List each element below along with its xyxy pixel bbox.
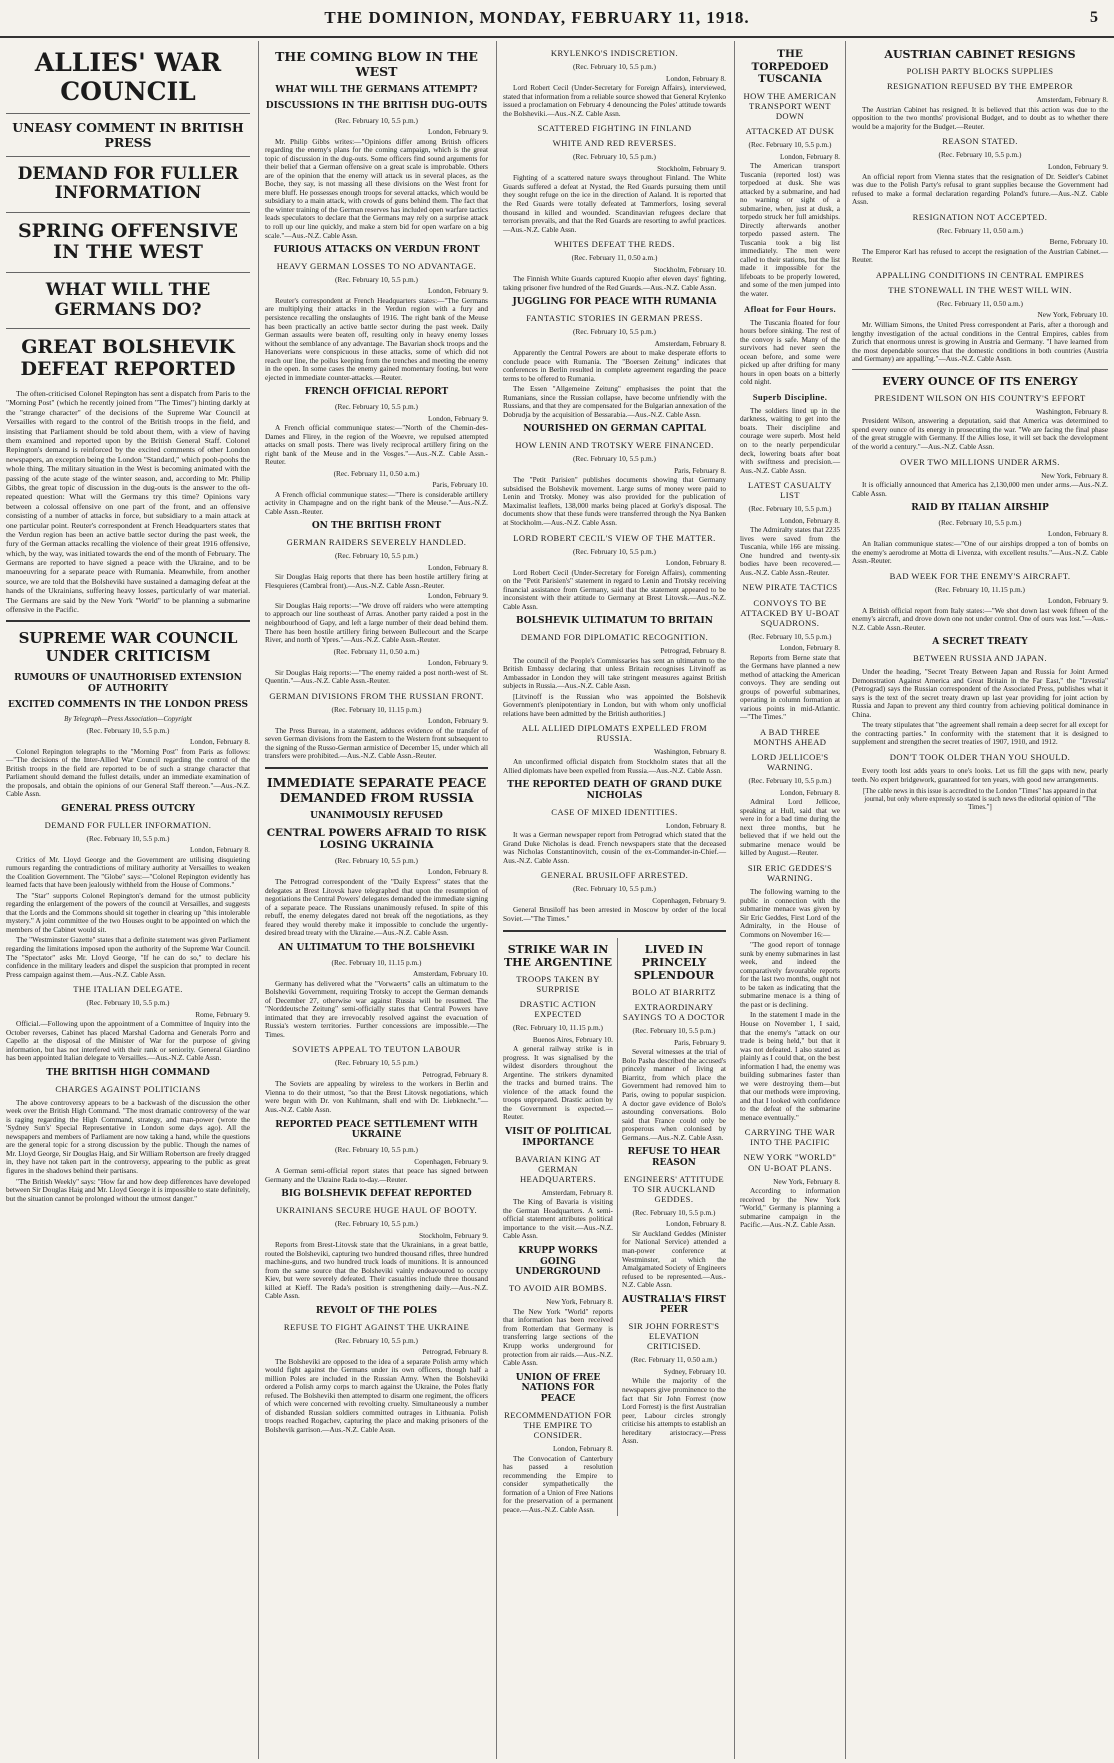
dateline: Washington, February 8.	[1036, 406, 1108, 416]
paragraph: Sir Douglas Haig reports that there has been hostile artillery firing at Flesquieres (Cambrai front).—Aus.-N.Z. Cable Assn.-Reuter.	[265, 572, 488, 590]
dateline: London, February 8.	[666, 73, 726, 83]
dateline: Amsterdam, February 8.	[654, 338, 726, 348]
dateline: Sydney, February 10.	[663, 1366, 726, 1376]
subheadline: DEMAND FOR FULLER INFORMATION.	[44, 819, 212, 830]
dateline: Stockholm, February 10.	[653, 264, 726, 274]
received-time: (Rec. February 10, 5.5 p.m.)	[335, 115, 418, 125]
subheadline: DRASTIC ACTION EXPECTED	[519, 999, 597, 1020]
subheadline: HEAVY GERMAN LOSSES TO NO ADVANTAGE.	[276, 260, 477, 271]
dateline: London, February 8.	[190, 737, 250, 747]
paragraph: The New York "World" reports that information has been received from Rotterdam that Germany is transferring large sections of the Krupp works underground for protection from air raids.—Aus.-N.Z. Cable Assn.	[503, 1306, 613, 1368]
dateline: New York, February 8.	[773, 1176, 840, 1186]
headline: VISIT OF POLITICAL IMPORTANCE	[505, 1126, 611, 1148]
subheadline: SIR JOHN FORREST'S ELEVATION CRITICISED.	[628, 1321, 720, 1352]
headline: AUSTRALIA'S FIRST PEER	[622, 1294, 726, 1316]
paragraph: The Emperor Karl has refused to accept the resignation of the Austrian Cabinet.—Reuter.	[852, 246, 1108, 265]
received-time: (Rec. February 10, 5.5 p.m.)	[335, 551, 418, 561]
received-time: (Rec. February 10, 5.5 p.m.)	[86, 725, 170, 735]
headline: BIG BOLSHEVIK DEFEAT REPORTED	[281, 1189, 472, 1200]
subheading: Afloat for Four Hours.	[743, 303, 837, 314]
subheading: Superb Discipline.	[752, 391, 828, 402]
paragraph: Reports from Brest-Litovsk state that the Ukrainians, in a great battle, routed the Bolsheviki, capturing two hundred thousand rifles, three hundred machine-guns, and two hundred truck loads of munitions. It is announced from the same source that the Bolsheviki vainly endeavoured to occupy Kiev, but were severely defeated. Their casualties include three thousand killed at Kieff. The Rada's position is strengthening daily.—Aus.-N.Z. Cable Assn.	[265, 1240, 488, 1301]
argentine-section	[503, 938, 613, 1517]
paragraph: Critics of Mr. Lloyd George and the Government are utilising disquieting rumours regarding the contradictions of military authority at Versailles to weaken the Coalition Government. The "Globe" says:—"Colonel Repington evidently has learned facts that have been jealously withheld from the House of Commons."	[6, 854, 250, 890]
paragraph: An unconfirmed official dispatch from Stockholm states that all the Allied diplomats have been expelled from Russia.—Aus.-N.Z. Cable Assn.	[503, 757, 726, 775]
dateline: London, February 8.	[1048, 529, 1108, 539]
subheadline: TROOPS TAKEN BY SURPRISE	[516, 973, 600, 994]
paragraph: The Admiralty states that 2235 lives were saved from the Tuscania, while 166 are missing. One hundred and twenty-six bodies have been recovered.—Aus.-N.Z. Cable Assn.-Reuter.	[740, 525, 840, 577]
subheadline: UNANIMOUSLY REFUSED	[310, 810, 443, 821]
headline: NEW PIRATE TACTICS	[742, 582, 838, 593]
column-4	[735, 41, 845, 1759]
paragraph: Under the heading, "Secret Treaty Between Japan and Russia for Joint Armed Demonstration Against America and Great Britain in the Far East," the "Izvestia" (Petrograd) says the Russian correspondent of the Associated Press, publishes what it says is the text of the secret treaty drawn up last year providing for joint action by Russia and Japan to prevent any third country from achieving political dominance in China.	[852, 667, 1108, 719]
subheadline: RUMOURS OF UNAUTHORISED EXTENSION OF AUTHORITY	[14, 672, 242, 694]
masthead	[0, 0, 1114, 38]
headline: REVOLT OF THE POLES	[315, 1305, 438, 1316]
headline: JUGGLING FOR PEACE WITH RUMANIA	[512, 297, 717, 308]
subheadline: TO AVOID AIR BOMBS.	[508, 1283, 607, 1294]
dateline: London, February 8.	[780, 151, 840, 161]
dateline: Buenos Aires, February 10.	[532, 1034, 613, 1044]
newspaper-title: THE DOMINION, MONDAY, FEBRUARY 11, 1918.	[324, 8, 750, 27]
paragraph: A British official report from Italy states:—"We shot down last week fifteen of the enemy's aircraft, and drove down one not under control. One of ours was lost."—Aus.-N.Z. Cable Assn.-Reuter.	[852, 605, 1108, 632]
headline: THE ITALIAN DELEGATE.	[73, 984, 183, 995]
paragraph: It was a German newspaper report from Petrograd which stated that the Grand Duke Nicholas is dead. French newspapers state that the deceased was Nicholas Constantinovitch, cousin of the ex-Commander-in-Chief.—Aus.-N.Z. Cable Assn.	[503, 830, 726, 865]
dateline: New York, February 8.	[1041, 470, 1108, 480]
headline: GERMAN DIVISIONS FROM THE RUSSIAN FRONT.	[269, 690, 484, 701]
dateline: Petrograd, February 8.	[422, 1347, 488, 1357]
headline: KRYLENKO'S INDISCRETION.	[550, 48, 679, 58]
subheadline: UKRAINIANS SECURE HUGE HAUL OF BOOTY.	[275, 1205, 477, 1216]
headline: DEMAND FOR FULLER INFORMATION	[17, 163, 239, 204]
received-time: (Rec. February 10, 5.5 p.m.)	[632, 1026, 716, 1036]
headline: RAID BY ITALIAN AIRSHIP	[911, 503, 1049, 514]
paragraph: Mr. Philip Gibbs writes:—"Opinions differ among British officers regarding the enemy's plans for the coming campaign, which is the great topic of discussion in the dug-outs. Some officers find sound arguments for their belief that a German offensive on a great scale is improbable. Others are of the opinion that the enemy will attack us in several places, as the Boche, they say, is not massing all these divisions on the West front for mere bluff. He possesses enough troops for several attacks, which would be subsidiary to a main attack, with crowds of guns behind them. The fact that the winter training of the German reserves has included open warfare tactics leads speculators to declare that the Germans may rely on a surprise attack to roll up our line quickly, and make a stern bid for open warfare on a big scale."—Aus.-N.Z. Cable Assn.	[265, 136, 488, 240]
dateline: London, February 9.	[428, 716, 488, 726]
subheadline: EXTRAORDINARY SAYINGS TO A DOCTOR	[622, 1002, 726, 1023]
paragraph: Several witnesses at the trial of Bolo Pasha described the accused's princely manner of living at Biarritz, from which place the Government had removed him to Paris, owing to popular suspicion. A doctor gave evidence of Bolo's astounding conversations. Bolo said that France could only be prosperous when colonised by Germans.—Aus.-N.Z. Cable Assn.	[621, 1047, 726, 1142]
received-time: (Rec. February 11, 0.50 a.m.)	[937, 225, 1023, 235]
subheadline: RESIGNATION REFUSED BY THE EMPEROR	[887, 81, 1073, 92]
dateline: London, February 9.	[428, 658, 488, 668]
page-number: 5	[1090, 9, 1098, 26]
headline: THE TORPEDOED TUSCANIA	[751, 48, 829, 86]
paragraph: Colonel Repington telegraphs to the "Morning Post" from Paris as follows:—"The decisions of the Inter-Allied War Council regarding the control of the British troops in the field are reported to be of such a strange character that Parliament should demand the fullest details, under an immediate examination of the proposals, and obtain the opinions of our General Staff thereon."—Aus.-N.Z. Cable Assn.	[6, 746, 250, 799]
paragraph: The Austrian Cabinet has resigned. It is believed that this action was due to the opposition to the two months' provisional Budget, and to doubt as to whether there would be a majority for the Budget.—Reuter.	[852, 104, 1108, 131]
paragraph: The "Star" supports Colonel Repington's demand for the utmost publicity regarding the enlargement of the powers of the council at Versailles, and suggests that the Lords and the Commons should sit together in clearing up "this intolerable mystery." A joint committee of the two Houses ought to be appointed on which the members of the Cabinet would sit.	[6, 890, 250, 934]
subheadline: BETWEEN RUSSIA AND JAPAN.	[913, 653, 1047, 664]
headline: SUPREME WAR COUNCIL UNDER CRITICISM	[18, 629, 238, 665]
dateline: London, February 9.	[428, 591, 488, 601]
received-time: (Rec. February 10, 5.5 p.m.)	[335, 1145, 418, 1155]
dateline: Amsterdam, February 8.	[1036, 95, 1108, 105]
headline: UNION OF FREE NATIONS FOR PEACE	[515, 1372, 601, 1405]
subheadline: WHITE AND RED REVERSES.	[552, 138, 677, 149]
received-time: (Rec. February 11, 0.50 a.m.)	[333, 646, 420, 656]
dateline: London, February 9.	[428, 286, 488, 296]
paragraph: The above controversy appears to be a backwash of the discussion the other week over the British High Command. "The most dramatic controversy of the war is raging regarding the High Command, strategy, and man-power (wrote the 'Sydney Sun's' Special Representative in London some days ago). All the newspapers and members of Parliament are now taking a hand, while the questions are the general topic for a strong discussion by the public. Though the names of Mr. Lloyd George, Sir Douglas Haig, and Sir William Robertson are freely dragged in, they have not taken part in the controversy, appearing to the public as great figures in the shadows behind their partisans.	[6, 1097, 250, 1175]
dateline: Amsterdam, February 10.	[413, 969, 488, 979]
subheadline: FANTASTIC STORIES IN GERMAN PRESS.	[526, 313, 703, 324]
paragraph: The soldiers lined up in the darkness, waiting to get into the boats. Their discipline and courage were superb. Most held on to the nearly perpendicular deck, lowering boats after boat with swiftness and precision.—Aus.-N.Z. Cable Assn.	[740, 405, 840, 475]
dateline: London, February 9.	[1048, 161, 1108, 171]
headline: BAD WEEK FOR THE ENEMY'S AIRCRAFT.	[889, 570, 1071, 581]
received-time: (Rec. February 10, 11.15 p.m.)	[331, 704, 422, 714]
headline: WHITES DEFEAT THE REDS.	[554, 239, 675, 250]
paragraph: The Essen "Allgemeine Zeitung" emphasises the point that the Rumanians, since the Russian collapse, have become unfriendly with the Russians, and that they are compensated for the Bulgarian annexation of the Dobrudja by the acquisition of Bessarabia.—Aus.-N.Z. Cable Assn.	[503, 384, 726, 419]
dateline: Stockholm, February 9.	[657, 163, 726, 173]
paragraph: The "Westminster Gazette" states that a definite statement was given Parliament regarding the limitations imposed upon the authority of the Supreme War Council. The "Spectator" asks Mr. Lloyd George, "If he can do so," to declare his confidence in the military leaders and dispel the suspicion that prompted in recent Press campaign against them.—Aus.-N.Z. Cable Assn.	[6, 935, 250, 979]
headline: GENERAL BRUSILOFF ARRESTED.	[540, 870, 689, 881]
paragraph: The "Petit Parisien" publishes documents showing that Germany subsidised the Bolshevik movement. Large sums of money were paid to Lenin and Trotsky. Money was also provided for the publication of Maximalist leaflets, 138,000 marks being placed at Gorky's disposal. The documents show that these funds were transferred through the Nya Banken at Stockholm.—Aus.-N.Z. Cable Assn.	[503, 475, 726, 527]
dateline: New York, February 10.	[1037, 310, 1108, 320]
paragraph: The Soviets are appealing by wireless to the workers in Berlin and Vienna to do their utmost, "so that the Brest Litovsk negotiations, which were begun with Dr. von Kuhlmann, shall end with Dr. Liebknecht."—Aus.-N.Z. Cable Assn.	[265, 1079, 488, 1114]
dateline: Washington, February 8.	[654, 747, 726, 757]
received-time: (Rec. February 10, 5.5 p.m.)	[748, 139, 832, 149]
paragraph: The American transport Tuscania (reported lost) was torpedoed at dusk. She was attacked by a submarine, and had no warning or sight of a submarine, when, just at dusk, a torpedo struck her full amidships. Directly afterwards another torpedo passed astern. The Tuscania took a big list immediately. The men were called to their stations, but the list made it impossible for the lifeboats to be properly lowered, and some of the men jumped into the water.	[740, 161, 840, 298]
headline: IMMEDIATE SEPARATE PEACE DEMANDED FROM RUSSIA	[266, 774, 487, 805]
subheadline: CENTRAL POWERS AFRAID TO RISK LOSING UKRAINIA	[266, 826, 487, 852]
dateline: London, February 8.	[780, 643, 840, 653]
dateline: London, February 8.	[666, 558, 726, 568]
paragraph: Sir Auckland Geddes (Minister for National Service) attended a man-power conference at Westminster, at which the Amalgamated Society of Engineers refused to be represented.—Aus.-N.Z. Cable Assn.	[621, 1228, 726, 1290]
received-time: (Rec. February 10, 5.5 p.m.)	[748, 504, 832, 514]
headline: BOLSHEVIK ULTIMATUM TO BRITAIN	[516, 616, 713, 627]
paragraph: Germany has delivered what the "Vorwaerts" calls an ultimatum to the Bolsheviki Government, requiring Trotsky to accept the German demands of December 27, otherwise war against Russia will be resumed. The "Norddeutsche Zeitung" semi-officially states that Central Powers have intimated that they are irrevocably resolved against the evacuation of Russia's western territories. Further concessions are impossible.—The Times.	[265, 978, 488, 1039]
paragraph: President Wilson, answering a deputation, said that America was determined to spend every ounce of its energy in prosecuting the war. "We are facing the final phase of the great struggle with Germany. If the Allies lose, it will set back the development of the world a century."—Aus.-N.Z. Cable Assn.	[852, 416, 1108, 451]
paragraph: A general railway strike is in progress. It was signalised by the wildest disorders throughout the Argentine. The strikers dynamited the tracks and burned trains. The violence of the attack found the troops unprepared. Drastic action by the Government is expected.—Reuter.	[503, 1044, 613, 1122]
paragraph: Sir Douglas Haig reports:—"We drove off raiders who were attempting to approach our line southeast of Arras. Another party raided a post in the neighbourhood of Gapy, and left a large number of their dead behind them. There has been hostile artillery firing between Bullecourt and the Scarpe River, and north of Ypres."—Aus.-N.Z. Cable Assn.-Reuter.	[265, 600, 488, 645]
subheadline: CONVOYS TO BE ATTACKED BY U-BOAT SQUADRONS.	[740, 597, 840, 628]
dateline: London, February 8.	[780, 515, 840, 525]
lead-article	[6, 389, 250, 614]
paragraph: "The British Weekly" says: "How far and how deep differences have developed between Sir Douglas Haig and Mr. Lloyd George it is impossible to state definitely, but the situation cannot be prolonged without the utmost danger."	[6, 1176, 250, 1203]
received-time: (Rec. February 10, 11.15 p.m.)	[513, 1023, 603, 1033]
dateline: London, February 8.	[780, 787, 840, 797]
paragraph: Lord Robert Cecil (Under-Secretary for Foreign Affairs), commenting on the "Petit Parisien's" statement in regard to Lenin and Trotsky receiving financial assistance from Germany, said that the statement appeared to be inconsistent with their attitude to Germany at Brest Litovsk.—Aus.-N.Z. Cable Assn.	[503, 567, 726, 611]
paragraph: In the statement I made in the House on November 1, I said, that the enemy's "attack on our trade is being held," but that it was not defeated. I also stated as plainly as I could that, on the best information I had, the enemy was building submarines faster than we were destroying them—but that our methods were improving, and that I looked with confidence to the defeat of the submarine menace eventually."	[740, 1010, 840, 1122]
headline: WHAT WILL THE GERMANS DO?	[45, 280, 211, 320]
paragraph: Admiral Lord Jellicoe, speaking at Hull, said that we were in for a bad time during the next three months, but he believed that if we held out the submarine menace would be killed by August.—Reuter.	[740, 797, 840, 858]
received-time: (Rec. February 11, 0.50 a.m.)	[333, 468, 420, 478]
headline: FRENCH OFFICIAL REPORT	[304, 387, 449, 398]
paragraph: The often-criticised Colonel Repington has sent a dispatch from Paris to the "Morning Post" (which he recently joined from "The Times") hinting darkly at the "strange character" of the decisions of the Supreme War Council at Versailles with regard to the control of the British troops in the field, and insisting that Parliament should be told about them, with a view of having them examined and reported upon by the British General Staff. Colonel Repington's demand is reinforced by the excited comments of other London newspapers, an exception being the London "Standard," which pooh-poohs the whole thing. The military situation in the West is becoming animated with the passing of the acute stage of the winter season, and, according to Mr. Philip Gibbs, the great topic of discussion in the dug-outs is the answer to the oft-repeated question: What will the Germans try this time? Opinions vary between a colossal offensive on one part of the front, and an offensive consisting of a number of attacks in force, but subsidiary to a main attack at one particular point. Reuter's correspondent at French Headquarters states that the Verdun region has been an active battle sector during the past week, the fury of the German attacks recalling the violence of their great 1916 offensive, which, by the way, was initiated towards the end of the month of February. The Germans are reported to have signed a peace with the Ukraine, and to be manoeuvring for a separate peace with Rumania. Meanwhile, from another source, we are told that the Bolsheviki have sustained a damaging defeat at the hands of the Ukrainians, suffering heavy losses, particularly of war material. The Germans are said by the New York "World" to be planning a submarine offensive in the Pacific.	[6, 389, 250, 615]
paragraph: Sir Douglas Haig reports:—"The enemy raided a post north-west of St. Quentin."—Aus.-N.Z. Cable Assn.-Reuter.	[265, 667, 488, 686]
headline: ALL ALLIED DIPLOMATS EXPELLED FROM RUSSIA.	[521, 723, 708, 744]
advertisement-headline: DON'T TOOK OLDER THAN YOU SHOULD.	[889, 751, 1071, 762]
dateline: Stockholm, February 9.	[419, 1230, 488, 1240]
columns-4-5	[734, 41, 1114, 1759]
dateline: Petrograd, February 8.	[660, 646, 726, 656]
subheadline: BAVARIAN KING AT GERMAN HEADQUARTERS.	[515, 1153, 601, 1184]
paragraph: The Press Bureau, in a statement, adduces evidence of the transfer of seven German divisions from the Eastern to the Western front subsequent to the signing of the Russo-German armistice of December 15, under which all transfers were prohibited.—Aus.-N.Z. Cable Assn.-Reuter.	[265, 725, 488, 761]
headline: RESIGNATION NOT ACCEPTED.	[912, 211, 1048, 222]
paragraph: The treaty stipulates that "the agreement shall remain a deep secret for all except for the contracting parties." In conformity with the statement that it is designed to supplement and strengthen the secret treaties of 1907, 1910, and 1912.	[852, 720, 1108, 747]
headline: KRUPP WORKS GOING UNDERGROUND	[515, 1245, 601, 1278]
paragraph: The Petrograd correspondent of the "Daily Express" states that the delegates at Brest Litovsk have telegraphed that upon the resumption of negotiations the Central Powers' delegates demanded the immediate signing of a separate peace. The Russians unanimously refused. In spite of this rebuff, the enemy delegates dared not break off the negotiations, as they feared they would thereby make it impossible to conclude the urgently-desired bread treaty with the Ukraine.—Aus.-N.Z. Cable Assn.	[265, 876, 488, 938]
paragraph: The council of the People's Commissaries has sent an ultimatum to the British Embassy declaring that unless Britain recognises Litvinoff as Ambassador in London they will take stringent measures against British subjects in Russia.—Aus.-N.Z. Cable Assn.	[503, 655, 726, 691]
main-headline: ALLIES' WAR COUNCIL	[34, 48, 222, 106]
headline: OVER TWO MILLIONS UNDER ARMS.	[900, 456, 1060, 467]
paragraph: "The good report of tonnage sunk by enemy submarines in last week, and indeed the comparatively favourable reports for the last two months, ought not to be taken as indicating that the submarine menace is a thing of the past or is declining.	[740, 940, 840, 1009]
received-time: (Rec. February 11, 0.50 a.m.)	[571, 253, 658, 263]
received-time: (Rec. February 10, 5.5 p.m.)	[573, 152, 656, 162]
headline: SOVIETS APPEAL TO TEUTON LABOUR	[292, 1044, 461, 1055]
subheadline: WHAT WILL THE GERMANS ATTEMPT?	[275, 85, 478, 95]
paragraph: Official.—Following upon the appointment of a Committee of Inquiry into the October reverses, Cabinet has placed Marshal Cadorna and Generals Porro and Capello at the disposal of the Minister of War for the purpose of giving information, but has not interfered with their rank or seniority. General Giardino has been appointed Italian delegate to Versailles.—Aus.-N.Z. Cable Assn.	[6, 1019, 250, 1063]
dateline: London, February 9.	[428, 127, 488, 137]
dateline: London, February 8.	[666, 1219, 726, 1229]
headline: LATEST CASUALTY LIST	[747, 480, 833, 501]
column-2	[258, 41, 494, 1759]
dateline: London, February 8.	[190, 845, 250, 855]
headline: UNEASY COMMENT IN BRITISH PRESS	[12, 119, 244, 150]
headline: SCATTERED FIGHTING IN FINLAND	[537, 123, 692, 134]
received-time: (Rec. February 10, 5.5 p.m.)	[573, 546, 656, 556]
dateline: London, February 8.	[428, 562, 488, 572]
dateline: Berne, February 10.	[1049, 237, 1108, 247]
subheadline: BOLO AT BIARRITZ	[632, 987, 716, 998]
subheadline: CHARGES AGAINST POLITICIANS	[55, 1083, 201, 1094]
received-time: (Rec. February 10, 5.5 p.m.)	[748, 631, 832, 641]
paragraph: Fighting of a scattered nature sways throughout Finland. The White Guards suffered a defeat at Nystad, the Red Guards pursuing them until they sought refuge on the ice in the direction of Aaland. It is reported that the Red Guards were totally defeated at Tammerfors, losing several thousand in killed and wounded. Scandinavian refugees declare that terrorism prevails, and that the Red Guards are resorting to awful practices.—Aus.-N.Z. Cable Assn.	[503, 173, 726, 234]
headline: THE COMING BLOW IN THE WEST	[275, 49, 478, 79]
column-3	[496, 41, 732, 1759]
subheadline: GERMAN RAIDERS SEVERELY HANDLED.	[286, 537, 467, 548]
received-time: (Rec. February 11, 0.50 a.m.)	[631, 1355, 717, 1365]
received-time: (Rec. February 10, 11.15 p.m.)	[935, 584, 1025, 594]
paragraph: Mr. William Simons, the United Press correspondent at Paris, after a thorough and lengthy investigation of the actual conditions in the Central Empires, cables from Zurich that enormous unrest is growing in Austria and Germany. "I have learned from the most dependable sources that the domestic conditions in both countries (Austria and Germany) are appalling."—Aus.-N.Z. Cable Assn.	[852, 319, 1108, 364]
dateline: London, February 9.	[1048, 596, 1108, 606]
subheadline: ENGINEERS' ATTITUDE TO SIR AUCKLAND GEDDES.	[623, 1173, 725, 1204]
subheadline: EXCITED COMMENTS IN THE LONDON PRESS	[8, 699, 248, 710]
paragraph: The following warning to the public in connection with the submarine menace was given by Sir Eric Geddes, First Lord of the Admiralty, in the House of Commons on November 16:—	[740, 887, 840, 939]
received-time: (Rec. February 10, 5.5 p.m.)	[748, 776, 832, 786]
dateline: Paris, February 10.	[432, 480, 488, 490]
received-time: (Rec. February 10, 5.5 p.m.)	[573, 884, 656, 894]
headline: FURIOUS ATTACKS ON VERDUN FRONT	[273, 245, 480, 256]
paragraph: Reuter's correspondent at French Headquarters states:—"The Germans are multiplying their attacks in the Verdun region with a fury and persistence recalling the onslaughts of 1916. The right bank of the Meuse has been practically an active battle sector during the past week. Daily German assaults were beaten off, resulting only in heavy enemy losses without the semblance of any advantage. The Bavarian shock troops and the Hanoverians were conspicuous in these attacks, some of which did not reach our line, the poilus keeping from the trenches and meeting the enemy in the open. In some cases the enemy gained momentary footing, but were ejected in immediate counter-attacks.—Reuter.	[265, 295, 488, 382]
dateline: Rome, February 9.	[195, 1009, 250, 1019]
received-time: (Rec. February 10, 5.5 p.m.)	[573, 327, 656, 337]
bottom-split	[503, 938, 726, 1517]
paragraph: According to information received by the New York "World," Germany is planning a submarine campaign in the Pacific.—Aus.-N.Z. Cable Assn.	[740, 1186, 840, 1230]
dateline: Petrograd, February 8.	[422, 1069, 488, 1079]
headline: A SECRET TREATY	[932, 637, 1028, 648]
received-time: (Rec. February 10, 5.5 p.m.)	[335, 402, 418, 412]
column-divider	[617, 938, 618, 1517]
subheadline: ATTACKED AT DUSK	[745, 125, 835, 136]
byline: By Telegraph—Press Association—Copyright	[64, 715, 192, 724]
received-time: (Rec. February 10, 5.5 p.m.)	[335, 1219, 418, 1229]
headline: GREAT BOLSHEVIK DEFEAT REPORTED	[20, 336, 236, 381]
paragraph: Lord Robert Cecil (Under-Secretary for Foreign Affairs), interviewed, stated that information from a reliable source showed that General Krylenko issued a proclamation on February 4 denouncing the Poles' attitude towards the Bolsheviki.—Aus.-N.Z. Cable Assn.	[503, 83, 726, 118]
advertisement-text: Every tooth lost adds years to one's looks. Let us fill the gaps with new, pearly teeth. No expert bridgework, guaranteed for ten years, with good new arrangements.	[852, 765, 1108, 784]
subheadline: THE STONEWALL IN THE WEST WILL WIN.	[888, 284, 1072, 295]
paragraph: The Convocation of Canterbury has passed a resolution recommending the Empire to consider sympathetically the formation of a Union of Free Nations for the preservation of a permanent peace.—Aus.-N.Z. Cable Assn.	[503, 1453, 613, 1514]
received-time: (Rec. February 10, 5.5 p.m.)	[86, 998, 170, 1008]
subheadline: NEW YORK "WORLD" ON U-BOAT PLANS.	[743, 1152, 837, 1173]
subheadline: LORD JELLICOE'S WARNING.	[751, 752, 829, 773]
dateline: London, February 8.	[428, 867, 488, 877]
paragraph: General Brusiloff has been arrested in Moscow by order of the local Soviet.—"The Times."	[503, 905, 726, 924]
dateline: Amsterdam, February 8.	[541, 1187, 613, 1197]
headline: GENERAL PRESS OUTCRY	[61, 803, 195, 814]
paragraph: The Bolsheviki are opposed to the idea of a separate Polish army which would fight against the Germans under its own officers, though half a million Poles are included in the Russian Army. When the Bolsheviki ordered a Polish army corps to march against the Ukraine, the Poles flatly refused. The Bolsheviki then attempted to disarm one regiment, the officers of which were concerned with revolting cruelty. Simultaneously a number of disbanded Russian soldiers committed outrages in Lithuania. Polish troops reached Rogachev, capturing the place and making prisoners of the Bolshevik garrison.—Aus.-N.Z. Cable Assn.	[265, 1356, 488, 1435]
paragraph: An official report from Vienna states that the resignation of Dr. Seidler's Cabinet was due to the Polish Party's refusal to grant supplies because the Government had refused to make a formal declaration regarding Poland's future.—Aus.-N.Z. Cable Assn.	[852, 171, 1108, 207]
dateline: Paris, February 9.	[674, 1037, 726, 1047]
headline: AN ULTIMATUM TO THE BOLSHEVIKI	[278, 942, 475, 953]
headline: ON THE BRITISH FRONT	[311, 521, 442, 532]
paragraph: Reports from Berne state that the Germans have planned a new method of attacking the American convoys. They are sending out groups of powerful submarines, operating in column formation at various points in mid-Atlantic.—"The Times."	[740, 652, 840, 722]
subheadline: REFUSE TO FIGHT AGAINST THE UKRAINE	[283, 1321, 470, 1332]
column-1	[0, 41, 256, 1759]
received-time: (Rec. February 10, 5.5 p.m.)	[938, 150, 1022, 160]
received-time: (Rec. February 10, 5.5 p.m.)	[335, 1335, 418, 1345]
headline: EVERY OUNCE OF ITS ENERGY	[882, 374, 1078, 388]
received-time: (Rec. February 10, 5.5 p.m.)	[335, 855, 418, 865]
paragraph: A German semi-official report states that peace has signed between Germany and the Ukraine Rada to-day.—Reuter.	[265, 1166, 488, 1184]
paragraph: [Litvinoff is the Russian who was appointed the Bolshevik Government's plenipotentiary in London, but with whom only unofficial relations have been admitted by the British authorities.]	[503, 691, 726, 718]
headline: REFUSE TO HEAR REASON	[627, 1147, 721, 1168]
received-time: (Rec. February 10, 5.5 p.m.)	[86, 833, 170, 843]
received-time: (Rec. February 10, 5.5 p.m.)	[573, 62, 656, 72]
paragraph: An Italian communique states:—"One of our airships dropped a ton of bombs on the enemy's aerodrome at Motta di Livenza, with excellent results."—Aus.-N.Z. Cable Assn.-Reuter.	[852, 539, 1108, 566]
paragraph: The King of Bavaria is visiting the German Headquarters. A semi-official statement attributes political importance to the visit.—Aus.-N.Z. Cable Assn.	[503, 1197, 613, 1241]
headline: STRIKE WAR IN THE ARGENTINE	[503, 942, 613, 969]
headline: LIVED IN PRINCELY SPLENDOUR	[633, 942, 715, 982]
headline: THE REPORTED DEATH OF GRAND DUKE NICHOLAS	[507, 780, 722, 801]
dateline: Paris, February 8.	[674, 465, 726, 475]
received-time: (Rec. February 10, 5.5 p.m.)	[938, 517, 1022, 527]
subheadline: RECOMMENDATION FOR THE EMPIRE TO CONSIDER.	[504, 1409, 612, 1441]
dateline: London, February 8.	[666, 820, 726, 830]
dateline: Copenhagen, February 9.	[414, 1156, 488, 1166]
received-time: (Rec. February 10, 5.5 p.m.)	[335, 274, 418, 284]
paragraph: A French official communique states:—"North of the Chemin-des-Dames and Flirey, in the region of the Woevre, we repulsed attempted attacks on small posts. There was lively reciprocal artillery firing on the right bank of the Meuse and in the Vosges."—Aus.-N.Z. Cable Assn.-Reuter.	[265, 423, 488, 467]
subheadline: DISCUSSIONS IN THE BRITISH DUG-OUTS	[265, 100, 488, 111]
paragraph: While the majority of the newspapers give prominence to the fact that Sir John Forrest (now Lord Forrest) is the first Australian peer, Labour circles strongly criticise his attempts to establish an hereditary aristocracy.—Press Assn.	[621, 1376, 726, 1446]
headline: SPRING OFFENSIVE IN THE WEST	[17, 219, 239, 264]
headline: NOURISHED ON GERMAN CAPITAL	[523, 424, 706, 435]
paragraph: A French official communique states:—"There is considerable artillery activity in Champagne and on the right bank of the Meuse."—Aus.-N.Z. Cable Assn.-Reuter.	[265, 489, 488, 516]
headline: THE BRITISH HIGH COMMAND	[46, 1067, 210, 1078]
subheadline: PRESIDENT WILSON ON HIS COUNTRY'S EFFORT	[874, 392, 1086, 403]
headline: LORD ROBERT CECIL'S VIEW OF THE MATTER.	[513, 532, 716, 543]
subheadline: HOW THE AMERICAN TRANSPORT WENT DOWN	[743, 90, 837, 121]
subheadline: POLISH PARTY BLOCKS SUPPLIES	[906, 66, 1054, 77]
received-time: (Rec. February 11, 0.50 a.m.)	[937, 298, 1023, 308]
paragraph: The Finnish White Guards captured Kuopio after eleven days' fighting, taking prisoner five hundred of the Red Guards.—Aus.-N.Z. Cable Assn.	[503, 274, 726, 292]
paragraph: It is officially announced that America has 2,130,000 men under arms.—Aus.-N.Z. Cable Assn.	[852, 480, 1108, 498]
headline: REASON STATED.	[942, 136, 1018, 147]
headline: AUSTRIAN CABINET RESIGNS	[884, 48, 1076, 61]
received-time: (Rec. February 10, 5.5 p.m.)	[632, 1207, 716, 1217]
bolo-section	[622, 938, 726, 1517]
column-5	[846, 41, 1114, 1759]
subheadline: HOW LENIN AND TROTSKY WERE FINANCED.	[515, 440, 714, 451]
received-time: (Rec. February 10, 5.5 p.m.)	[335, 1058, 418, 1068]
subheadline: CASE OF MIXED IDENTITIES.	[551, 806, 678, 817]
headline: REPORTED PEACE SETTLEMENT WITH UKRAINE	[275, 1119, 478, 1141]
paragraph: The Tuscania floated for four hours before sinking. The rest of the convoy is safe. Many of the survivors had never seen the ocean before, and some were picked up after drifting for many hours in open boats on a bitterly cold night.	[740, 317, 840, 387]
subheadline: DEMAND FOR DIPLOMATIC RECOGNITION.	[520, 632, 709, 643]
editorial-note: [The cable news in this issue is accredited to the London "Times" has appeared in that journal, but only where expressly so stated is such news the editorial opinion of "The Times."]	[863, 788, 1097, 811]
headline: A BAD THREE MONTHS AHEAD	[753, 726, 827, 748]
dateline: London, February 8.	[552, 1444, 613, 1454]
received-time: (Rec. February 10, 5.5 p.m.)	[573, 454, 656, 464]
headline: SIR ERIC GEDDES'S WARNING.	[747, 862, 833, 883]
headline: CARRYING THE WAR INTO THE PACIFIC	[744, 1127, 836, 1148]
headline: APPALLING CONDITIONS IN CENTRAL EMPIRES	[875, 269, 1085, 280]
received-time: (Rec. February 10, 11.15 p.m.)	[331, 957, 422, 967]
paragraph: Apparently the Central Powers are about to make desperate efforts to conclude peace with Rumania. The "Boersen Zeitung" indicates that conferences in Berlin resulted in complete agreement regarding the peace terms to be offered to Rumania.	[503, 348, 726, 383]
dateline: London, February 9.	[428, 413, 488, 423]
dateline: Copenhagen, February 9.	[652, 895, 726, 905]
dateline: New York, February 8.	[546, 1297, 613, 1307]
